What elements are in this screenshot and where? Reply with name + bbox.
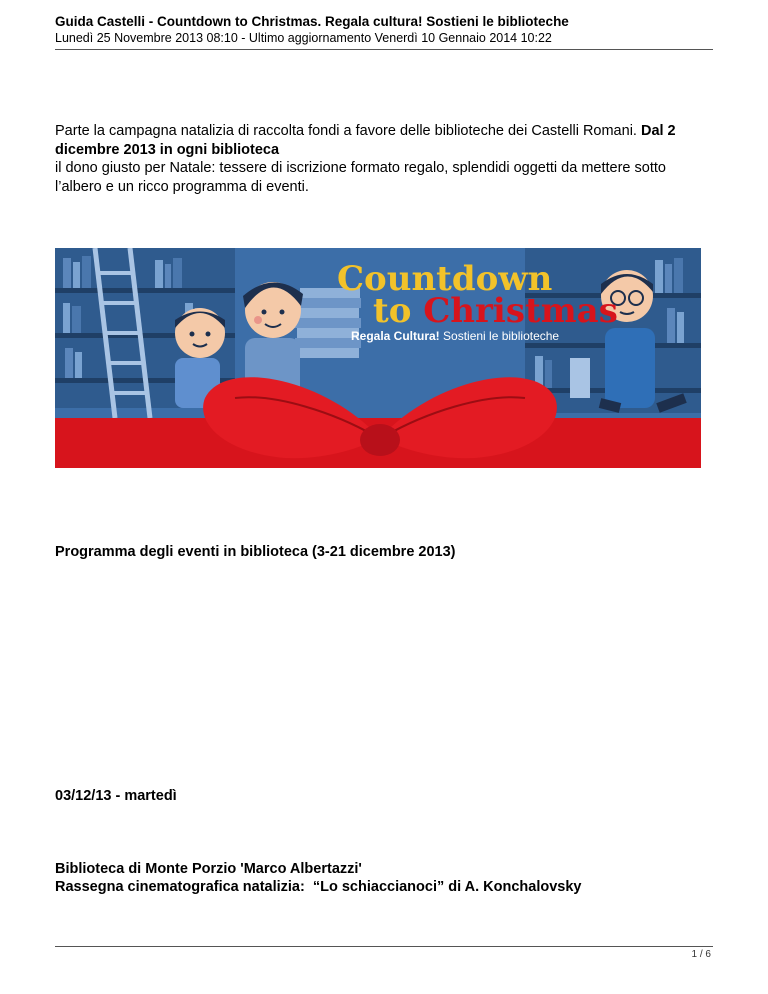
page-number: 1 / 6 xyxy=(691,949,711,960)
intro-bold-date: Dal 2 dicembre 2013 in ogni biblioteca xyxy=(55,123,676,158)
event-library: Biblioteca di Monte Porzio 'Marco Albertazzi' xyxy=(55,861,362,877)
banner-title-to: to xyxy=(373,291,424,331)
banner-title-christmas xyxy=(373,291,618,331)
banner-tagline xyxy=(351,329,559,343)
page-header-date: Lunedì 25 Novembre 2013 08:10 - Ultimo aggiornamento Venerdì 10 Gennaio 2014 10:22 xyxy=(55,31,552,45)
event-title: Rassegna cinematografica natalizia: “Lo schiaccianoci” di A. Konchalovsky xyxy=(55,879,582,895)
banner-tagline-rest: Sostieni le biblioteche xyxy=(439,329,560,343)
header-divider xyxy=(55,49,713,50)
program-heading: Programma degli eventi in biblioteca (3-21 dicembre 2013) xyxy=(55,544,456,560)
page-header-title: Guida Castelli - Countdown to Christmas. Regala cultura! Sostieni le biblioteche xyxy=(55,14,569,29)
intro-paragraph xyxy=(55,122,715,196)
countdown-banner-image xyxy=(55,248,701,468)
banner-title-countdown: Countdown xyxy=(337,259,553,299)
intro-text: Parte la campagna natalizia di raccolta fondi a favore delle biblioteche dei Castelli Romani. xyxy=(55,123,641,139)
page-header xyxy=(55,14,713,46)
footer-divider xyxy=(55,946,713,947)
event-date: 03/12/13 - martedì xyxy=(55,788,177,804)
banner-tagline-bold: Regala Cultura! xyxy=(351,329,440,343)
intro-text-continued: il dono giusto per Natale: tessere di iscrizione formato regalo, splendidi oggetti da mettere sotto l’albero e un ricco programma di eventi. xyxy=(55,160,666,195)
banner-title-christmas-word: Christmas xyxy=(423,291,618,331)
